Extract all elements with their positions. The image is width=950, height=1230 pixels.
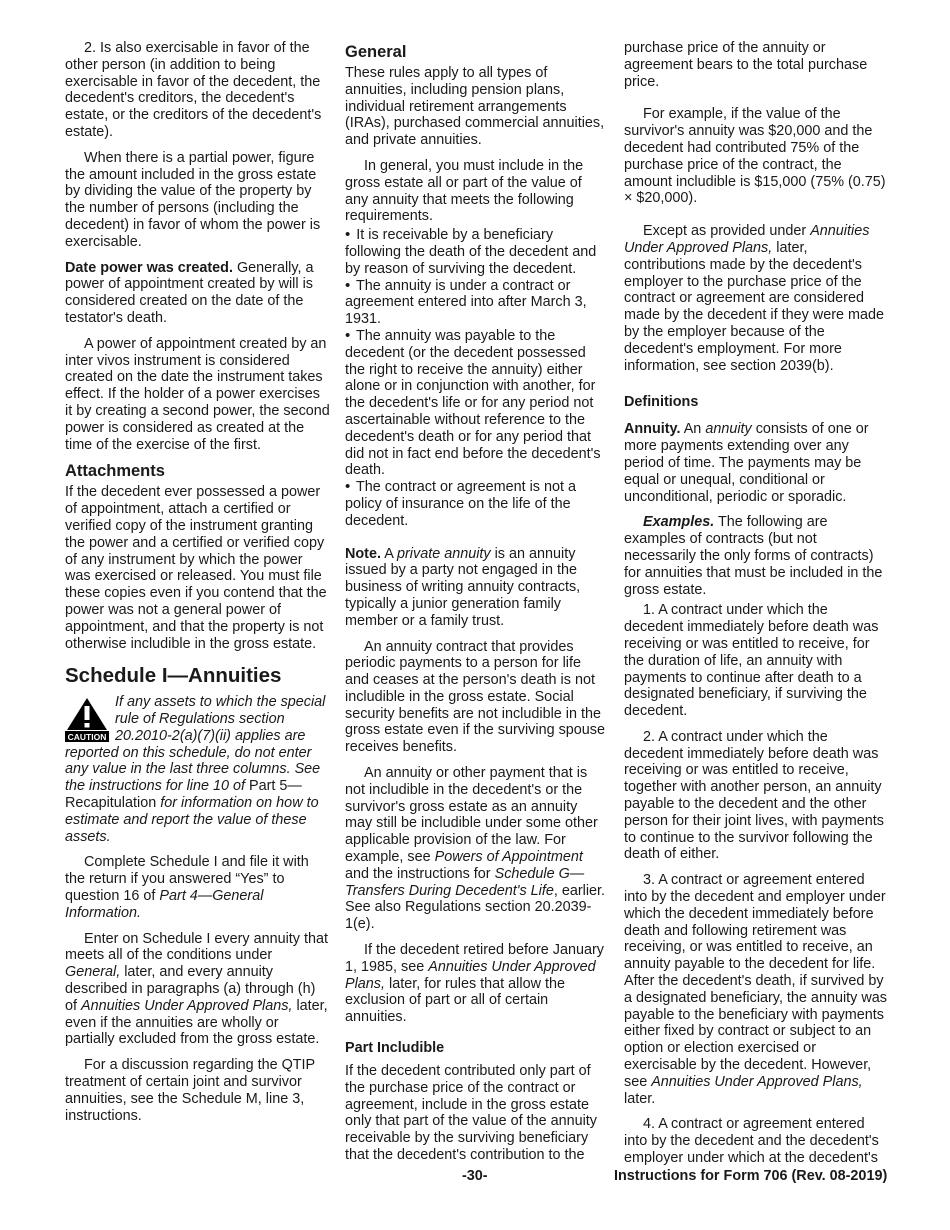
definitions-heading: Definitions	[624, 394, 699, 411]
qtip-paragraph: For a discussion regarding the QTIP treatment of certain joint and survivor annuities, see the Schedule M, line 3, instructions.	[65, 1057, 315, 1124]
example-item-4: 4. A contract or agreement entered into by the decedent and the decedent's employer under which at the decedent's	[624, 1116, 879, 1167]
note-paragraph: Note. A private annuity is an annuity issued by a party not engaged in the business of writing annuity contracts, typically a junior generation family member or a family trust.	[345, 545, 581, 629]
power-item-2: 2. Is also exercisable in favor of the other person (in addition to being exercisable in favor of the decedent, the decedent's creditors, the decedent's estate, or the creditors of the decedent's estate).	[65, 40, 322, 140]
requirement-bullet: • The annuity is under a contract or agreement entered into after March 3, 1931.	[345, 276, 587, 328]
column-middle	[345, 40, 607, 1173]
requirement-bullet: • It is receivable by a beneficiary following the death of the decedent and by reason of surviving the decedent.	[345, 226, 597, 277]
run-in-heading: Date power was created.	[65, 259, 233, 276]
example-item-1: 1. A contract under which the decedent immediately before death was receiving or was entitled to receive, for the duration of life, an annuity with payments to continue after death to a designated beneficiary, if surviving the decedent.	[624, 602, 879, 720]
requirement-bullet: • The contract or agreement is not a policy of insurance on the life of the decedent.	[345, 478, 576, 529]
caution-note: CAUTION If any assets to which the special rule of Regulations section 20.2010-2(a)(7)(ii) applies are reported on this schedule, do not enter any value in the last three columns. See the instructions for line 10 of Part 5—Recapitulation for information on how to estimate and report the value of these assets.	[65, 694, 326, 845]
inter-vivos-paragraph: A power of appointment created by an inter vivos instrument is considered created on the date the instrument takes effect. If the holder of a power exercises it by creating a second power, the second power is considered as created at the time of the exercise of the first.	[65, 335, 330, 453]
general-heading: General	[345, 43, 407, 61]
schedule-i-heading: Schedule I—Annuities	[65, 664, 282, 688]
retired-before-paragraph: If the decedent retired before January 1, 1985, see Annuities Under Approved Plans, later, for rules that allow the exclusion of part or all of certain annuities.	[345, 942, 604, 1026]
example-item-3: 3. A contract or agreement entered into by the decedent and employer under which the decedent immediately before death and following retirement was receiving, or was entitled to receive, an annuity payable to the decedent for life. After the decedent's death, if survived by a designated beneficiary, the annuity was payable to the beneficiary with payments either fixed by contract or subject to an option or election exercised or exercisable by the decedent. However, see Annuities Under Approved Plans, later.	[624, 872, 887, 1107]
purchase-price-continued: purchase price of the annuity or agreement bears to the total purchase price.	[624, 40, 868, 90]
caution-icon	[65, 696, 109, 742]
example-paragraph: For example, if the value of the survivor's annuity was $20,000 and the decedent had contributed 75% of the purchase price of the contract, the amount includible is $15,000 (75% (0.75) × $20,000).	[624, 106, 886, 207]
partial-power-paragraph: When there is a partial power, figure the amount included in the gross estate by dividing the value of the property by the number of persons (including the decedent) in favor of whom the power is exercisable.	[65, 149, 321, 250]
employer-contributions-paragraph: Except as provided under Annuities Under Approved Plans, later, contributions made by the decedent's employer to the purchase price of the contract or agreement are considered made by the decedent if they were made by the employer because of the decedent's employment. For more information, see section 2039(b).	[624, 223, 884, 374]
part-includible-paragraph: If the decedent contributed only part of the purchase price of the contract or agreement, include in the gross estate only that part of the value of the annuity receivable by the surviving beneficiary that the decedent's contribution to the	[345, 1063, 598, 1164]
requirements-paragraph: In general, you must include in the gross estate all or part of the value of any annuity that meets the following requirements.	[345, 157, 584, 225]
example-item-2: 2. A contract under which the decedent immediately before death was receiving or was entitled to receive, together with another person, an annuity payable to the decedent and the other person for their joint lives, with payments to continue to the survivor following the death of either.	[624, 728, 884, 863]
general-paragraph: These rules apply to all types of annuities, including pension plans, individual retirement arrangements (IRAs), purchased commercial annuities, and private annuities.	[345, 65, 605, 149]
examples-paragraph: Examples. The following are examples of contracts (but not necessarily the only forms of contracts) for annuities that must be included in the gross estate.	[624, 514, 883, 598]
attachments-paragraph: If the decedent ever possessed a power of appointment, attach a certified or verified copy of the instrument granting the power and a certified or verified copy of any instrument by which the power was exercised or released. You must file these copies even if you contend that the power was not a general power of appointment, and that the property is not otherwise includible in the gross estate.	[65, 484, 327, 652]
requirement-bullet: • The annuity was payable to the decedent (or the decedent possessed the right to receive the annuity) either alone or in conjunction with another, for the decedent's life or for any period not ascertainable without reference to the decedent's death or for any period that did not in fact end before the decedent's death.	[345, 326, 601, 479]
other-payment-paragraph: An annuity or other payment that is not includible in the decedent's or the survivor's gross estate as an annuity may still be includible under some other applicable provision of the law. For example, see Powers of Appointment and the instructions for Schedule G—Transfers During Decedent's Life, earlier. See also Regulations section 20.2039-1(e).	[345, 765, 606, 933]
caution-label: CAUTION	[67, 732, 107, 743]
column-left	[65, 40, 330, 1133]
page-number: -30-	[462, 1168, 488, 1184]
part-includible-heading: Part Includible	[345, 1040, 445, 1057]
complete-schedule-paragraph: Complete Schedule I and file it with the return if you answered “Yes” to question 16 of Part 4—General Information.	[65, 854, 309, 921]
annuity-contract-paragraph: An annuity contract that provides periodic payments to a person for life and ceases at the person's death is not includible in the gross estate. Social security benefits are not includible in the gross estate even if the surviving spouse receives benefits.	[345, 638, 605, 756]
column-right	[624, 40, 888, 1176]
date-power-created-paragraph: Date power was created. Generally, a power of appointment created by will is considered created on the date of the testator's death.	[65, 259, 314, 326]
form-title-footer: Instructions for Form 706 (Rev. 08-2019)	[614, 1168, 888, 1184]
enter-on-schedule-paragraph: Enter on Schedule I every annuity that meets all of the conditions under General, later, and every annuity described in paragraphs (a) through (h) of Annuities Under Approved Plans, later, even if the annuities are wholly or partially excluded from the gross estate.	[65, 930, 328, 1048]
attachments-heading: Attachments	[65, 462, 165, 481]
annuity-definition: Annuity. An annuity consists of one or more payments extending over any period of time. The payments may be equal or unequal, conditional or unconditional, periodic or sporadic.	[624, 421, 869, 505]
